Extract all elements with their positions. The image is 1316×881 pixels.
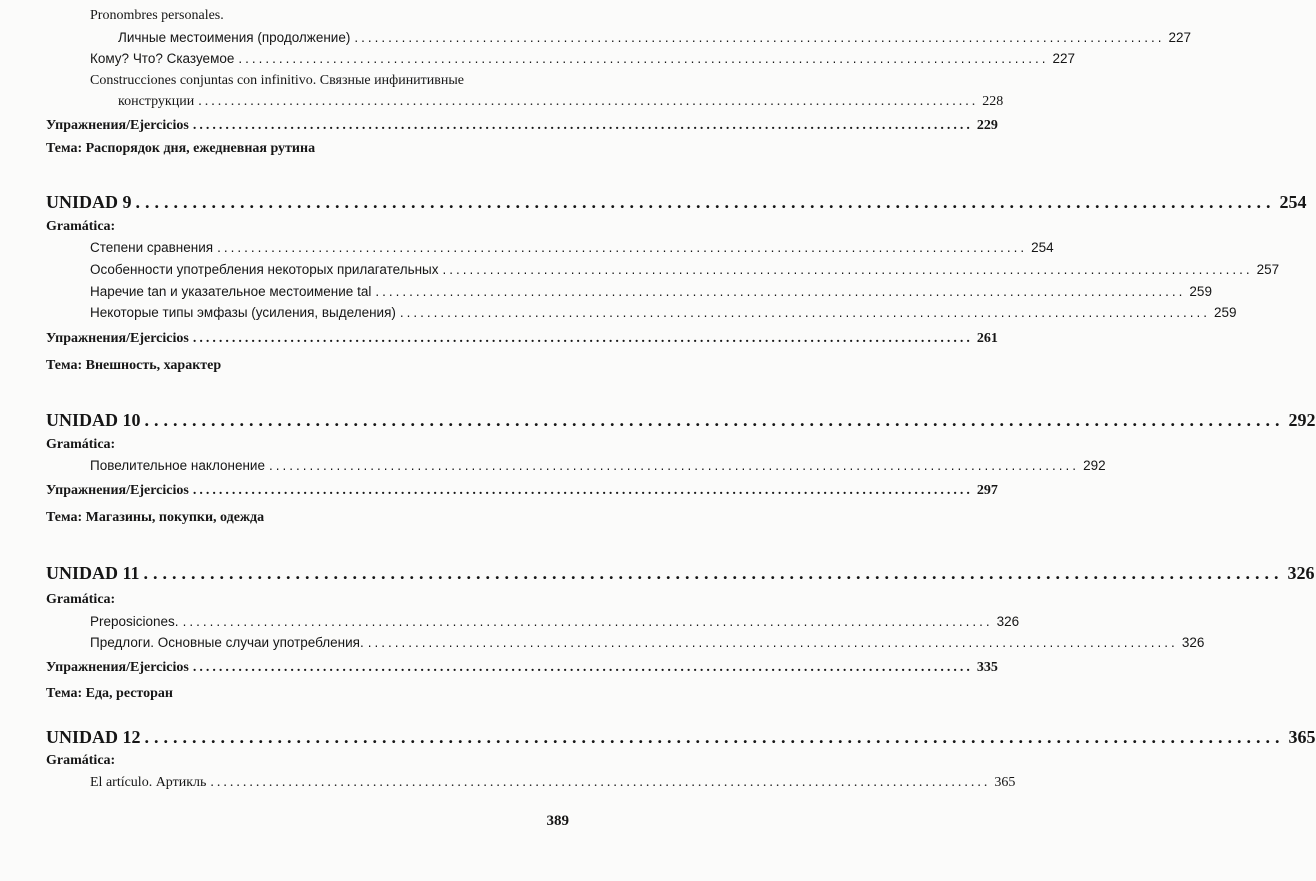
- dot-leader: ........................................................................................................................: [354, 30, 1165, 45]
- entry-title: UNIDAD 12: [46, 727, 141, 747]
- entry-title: конструкции: [118, 94, 195, 109]
- grammar-label: Gramática:: [46, 437, 116, 452]
- toc-entry: [90, 240, 1054, 255]
- dot-leader: ........................................................................................................................: [367, 635, 1178, 650]
- unit-heading: [46, 410, 1316, 431]
- entry-title: Степени сравнения: [90, 240, 214, 255]
- toc-entry: [46, 331, 998, 347]
- toc-entry: [46, 483, 998, 499]
- entry-title: Предлоги. Основные случаи употребления.: [90, 635, 364, 650]
- toc-entry: [46, 118, 998, 134]
- entry-page-number: 227: [1052, 51, 1075, 66]
- dot-leader: ........................................................................................................................: [217, 240, 1028, 255]
- unit-heading: [46, 727, 1316, 748]
- entry-page-number: 292: [1083, 458, 1106, 473]
- page-number: 389: [546, 813, 569, 829]
- dot-leader: ........................................................................................................................: [192, 660, 973, 675]
- toc-entry: [118, 94, 1004, 110]
- entry-title: Личные местоимения (продолжение): [118, 30, 351, 45]
- topic-line: Тема: Магазины, покупки, одежда: [46, 510, 265, 525]
- entry-page-number: 257: [1256, 262, 1280, 277]
- toc-entry: [90, 262, 1280, 277]
- entry-title: Наречие tan и указательное местоимение tal: [90, 284, 372, 299]
- toc-entry: [90, 305, 1237, 320]
- topic-line: Тема: Еда, ресторан: [46, 686, 173, 701]
- entry-page-number: 259: [1213, 305, 1237, 320]
- dot-leader: ........................................................................................................................: [238, 51, 1049, 66]
- dot-leader: ........................................................................................................................: [375, 284, 1186, 299]
- toc-entry: [90, 635, 1205, 650]
- entry-title: Повелительное наклонение: [90, 458, 265, 473]
- grammar-label: Gramática:: [46, 592, 116, 607]
- dot-leader: ........................................................................................................................: [144, 727, 1285, 747]
- entry-page-number: 229: [976, 118, 998, 133]
- dot-leader: ........................................................................................................................: [210, 775, 991, 790]
- dot-leader: ........................................................................................................................: [442, 262, 1253, 277]
- topic-line: Тема: Внешность, характер: [46, 358, 222, 373]
- entry-page-number: 365: [1288, 727, 1316, 747]
- dot-leader: ........................................................................................................................: [182, 614, 993, 629]
- dot-leader: ........................................................................................................................: [192, 118, 973, 133]
- entry-page-number: 259: [1189, 284, 1212, 299]
- toc-entry: [90, 284, 1212, 299]
- entry-page-number: 297: [976, 483, 998, 498]
- entry-page-number: 254: [1031, 240, 1054, 255]
- entry-title: Упражнения/Ejercicios: [46, 483, 189, 498]
- dot-leader: ........................................................................................................................: [268, 458, 1080, 473]
- toc-entry: Construcciones conjuntas con infinitivo. Связные инфинитивные: [90, 73, 465, 88]
- entry-title: Упражнения/Ejercicios: [46, 660, 189, 675]
- unit-heading: [46, 563, 1315, 584]
- entry-page-number: 335: [976, 660, 998, 675]
- entry-title: Упражнения/Ejercicios: [46, 331, 189, 346]
- entry-title: Кому? Что? Сказуемое: [90, 51, 235, 66]
- toc-entry: [90, 51, 1075, 66]
- entry-page-number: 326: [996, 614, 1020, 629]
- dot-leader: ........................................................................................................................: [192, 483, 973, 498]
- toc-entry: [118, 30, 1191, 45]
- topic-line: Тема: Распорядок дня, ежедневная рутина: [46, 141, 316, 156]
- dot-leader: ........................................................................................................................: [135, 192, 1276, 212]
- entry-title: Preposiciones.: [90, 614, 179, 629]
- dot-leader: ........................................................................................................................: [144, 410, 1285, 430]
- entry-page-number: 365: [994, 775, 1016, 790]
- toc-entry: [46, 660, 998, 676]
- dot-leader: ........................................................................................................................: [399, 305, 1210, 320]
- entry-title: UNIDAD 11: [46, 563, 140, 583]
- dot-leader: ........................................................................................................................: [198, 94, 979, 109]
- entry-title: El artículo. Артикль: [90, 775, 207, 790]
- entry-page-number: 292: [1288, 410, 1316, 430]
- entry-title: UNIDAD 9: [46, 192, 132, 212]
- entry-page-number: 326: [1287, 563, 1315, 583]
- toc-entry: [90, 458, 1106, 473]
- unit-heading: [46, 192, 1307, 213]
- entry-title: Упражнения/Ejercicios: [46, 118, 189, 133]
- grammar-label: Gramática:: [46, 753, 116, 768]
- entry-page-number: 326: [1181, 635, 1205, 650]
- entry-page-number: 254: [1279, 192, 1307, 212]
- entry-page-number: 228: [982, 94, 1004, 109]
- dot-leader: ........................................................................................................................: [143, 563, 1284, 583]
- entry-page-number: 261: [976, 331, 998, 346]
- toc-entry: Pronombres personales.: [90, 8, 224, 23]
- entry-title: UNIDAD 10: [46, 410, 141, 430]
- entry-page-number: 227: [1168, 30, 1191, 45]
- toc-entry: [90, 775, 1016, 791]
- entry-title: Особенности употребления некоторых прилагательных: [90, 262, 439, 277]
- toc-entry: [90, 614, 1020, 629]
- dot-leader: ........................................................................................................................: [192, 331, 973, 346]
- entry-title: Некоторые типы эмфазы (усиления, выделения): [90, 305, 396, 320]
- grammar-label: Gramática:: [46, 219, 116, 234]
